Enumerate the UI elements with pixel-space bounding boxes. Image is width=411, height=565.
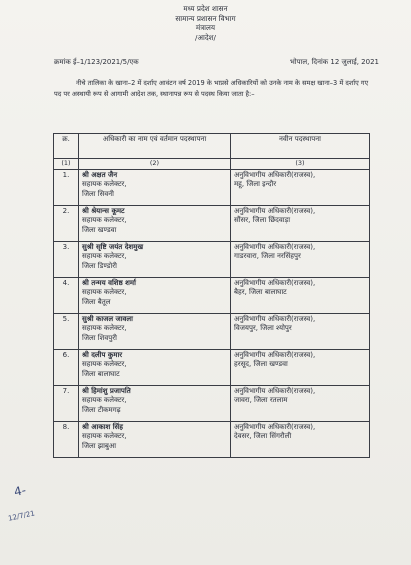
- order-place-date: भोपाल, दिनांक 12 जुलाई, 2021: [289, 58, 379, 66]
- officer-current-place: जिला खण्डवा: [82, 225, 117, 234]
- header-order-title: /आदेश/: [195, 32, 216, 42]
- officer-cell: [79, 242, 231, 278]
- officer-current-place: जिला बालाघाट: [82, 369, 120, 378]
- new-posting-cell: [231, 386, 370, 422]
- document-header: [0, 4, 411, 42]
- new-posting-cell: [231, 206, 370, 242]
- margin-note: 4-: [12, 482, 28, 500]
- new-posting-title: अनुविभागीय अधिकारी(राजस्व),: [234, 279, 316, 287]
- table-row: [54, 278, 370, 314]
- officer-designation: सहायक कलेक्टर,: [82, 180, 127, 189]
- order-body-text: नीचे तालिका के खाना–2 में दर्शाए आवंटन वर्ष 2019 के भाप्रसे अधिकारियों को उनके नाम के समक्ष खाना–3 में दर्शाए गए पद पर अस्थायी रूप से आगामी आदेश तक, स्थानापन्न रूप से पदस्थ किया जाता है:–: [54, 79, 369, 98]
- officer-current-place: जिला सिवनी: [82, 189, 114, 198]
- serial-number: 4.: [54, 278, 79, 314]
- new-posting-cell: [231, 242, 370, 278]
- header-officer: अधिकारी का नाम एवं वर्तमान पदस्थापना: [79, 134, 231, 159]
- serial-number: 5.: [54, 314, 79, 350]
- serial-number: 8.: [54, 422, 79, 458]
- officer-name: श्री दलीप कुमार: [82, 351, 123, 359]
- new-posting-cell: [231, 314, 370, 350]
- officer-designation: सहायक कलेक्टर,: [82, 360, 127, 369]
- new-posting-location: सौंसर, जिला छिंदवाड़ा: [234, 216, 291, 225]
- new-posting-cell: [231, 278, 370, 314]
- new-posting-cell: [231, 350, 370, 386]
- new-posting-title: अनुविभागीय अधिकारी(राजस्व),: [234, 207, 316, 215]
- serial-number: 6.: [54, 350, 79, 386]
- new-posting-location: हरसूद, जिला खण्डवा: [234, 360, 288, 369]
- new-posting-cell: [231, 170, 370, 206]
- officer-name: श्री हिमांशु प्रजापति: [82, 387, 131, 395]
- header-ministry: मंत्रालय: [195, 23, 216, 32]
- officer-designation: सहायक कलेक्टर,: [82, 288, 127, 297]
- table-row: [54, 170, 370, 206]
- serial-number: 1.: [54, 170, 79, 206]
- table-row: [54, 386, 370, 422]
- serial-number: 3.: [54, 242, 79, 278]
- officer-name: श्री श्रेयान्स कूमट: [82, 207, 125, 215]
- officer-designation: सहायक कलेक्टर,: [82, 252, 127, 261]
- officer-name: सुश्री काजल जावला: [82, 315, 133, 323]
- officer-current-place: जिला डिण्डोरी: [82, 261, 117, 270]
- officer-name: श्री आकाश सिंह: [82, 423, 124, 431]
- new-posting-location: जावरा, जिला रतलाम: [234, 396, 288, 405]
- reference-row: [54, 58, 379, 67]
- order-number: क्रमांक ई–1/123/2021/5/एक: [54, 58, 139, 66]
- officer-current-place: जिला बैतूल: [82, 297, 111, 306]
- col-number: (1): [54, 159, 79, 170]
- officer-current-place: जिला टीकमगढ़: [82, 405, 121, 414]
- table-row: [54, 206, 370, 242]
- new-posting-title: अनुविभागीय अधिकारी(राजस्व),: [234, 315, 316, 323]
- table-row: [54, 242, 370, 278]
- new-posting-title: अनुविभागीय अधिकारी(राजस्व),: [234, 243, 316, 251]
- officer-cell: [79, 170, 231, 206]
- col-number: (3): [231, 159, 370, 170]
- header-serial: क्र.: [54, 134, 79, 159]
- table-header-row: [54, 134, 370, 159]
- table-row: [54, 422, 370, 458]
- header-government: मध्य प्रदेश शासन: [183, 4, 228, 13]
- officer-cell: [79, 206, 231, 242]
- officer-cell: [79, 278, 231, 314]
- serial-number: 7.: [54, 386, 79, 422]
- officer-designation: सहायक कलेक्टर,: [82, 324, 127, 333]
- header-department: सामान्य प्रशासन विभाग: [175, 13, 236, 23]
- posting-table: [53, 133, 370, 458]
- new-posting-location: बैहर, जिला बालाघाट: [234, 288, 287, 297]
- officer-cell: [79, 350, 231, 386]
- officer-name: श्री अक्षत जैन: [82, 171, 118, 179]
- new-posting-title: अनुविभागीय अधिकारी(राजस्व),: [234, 423, 316, 431]
- table-row: [54, 314, 370, 350]
- col-number: (2): [79, 159, 231, 170]
- officer-cell: [79, 422, 231, 458]
- serial-number: 2.: [54, 206, 79, 242]
- officer-current-place: जिला शिवपुरी: [82, 333, 117, 342]
- new-posting-title: अनुविभागीय अधिकारी(राजस्व),: [234, 387, 316, 395]
- new-posting-location: महू, जिला इन्दौर: [234, 180, 277, 189]
- officer-name: श्री तन्मय वशिष्ठ शर्मा: [82, 279, 136, 287]
- officer-cell: [79, 314, 231, 350]
- officer-current-place: जिला झाबुआ: [82, 441, 117, 450]
- new-posting-cell: [231, 422, 370, 458]
- officer-cell: [79, 386, 231, 422]
- officer-designation: सहायक कलेक्टर,: [82, 396, 127, 405]
- new-posting-location: विजयपुर, जिला श्योपुर: [234, 324, 292, 333]
- officer-designation: सहायक कलेक्टर,: [82, 216, 127, 225]
- table-row: [54, 350, 370, 386]
- header-new-posting: नवीन पदस्थापना: [231, 134, 370, 159]
- new-posting-location: गाडरवारा, जिला नरसिंहपुर: [234, 252, 301, 261]
- column-number-row: [54, 159, 370, 170]
- new-posting-title: अनुविभागीय अधिकारी(राजस्व),: [234, 171, 316, 179]
- new-posting-title: अनुविभागीय अधिकारी(राजस्व),: [234, 351, 316, 359]
- officer-name: सुश्री सृष्टि जयंत देशमुख: [82, 243, 144, 251]
- officer-designation: सहायक कलेक्टर,: [82, 432, 127, 441]
- new-posting-location: देवसर, जिला सिंगरौली: [234, 432, 292, 441]
- margin-date-note: 12/7/21: [7, 509, 36, 523]
